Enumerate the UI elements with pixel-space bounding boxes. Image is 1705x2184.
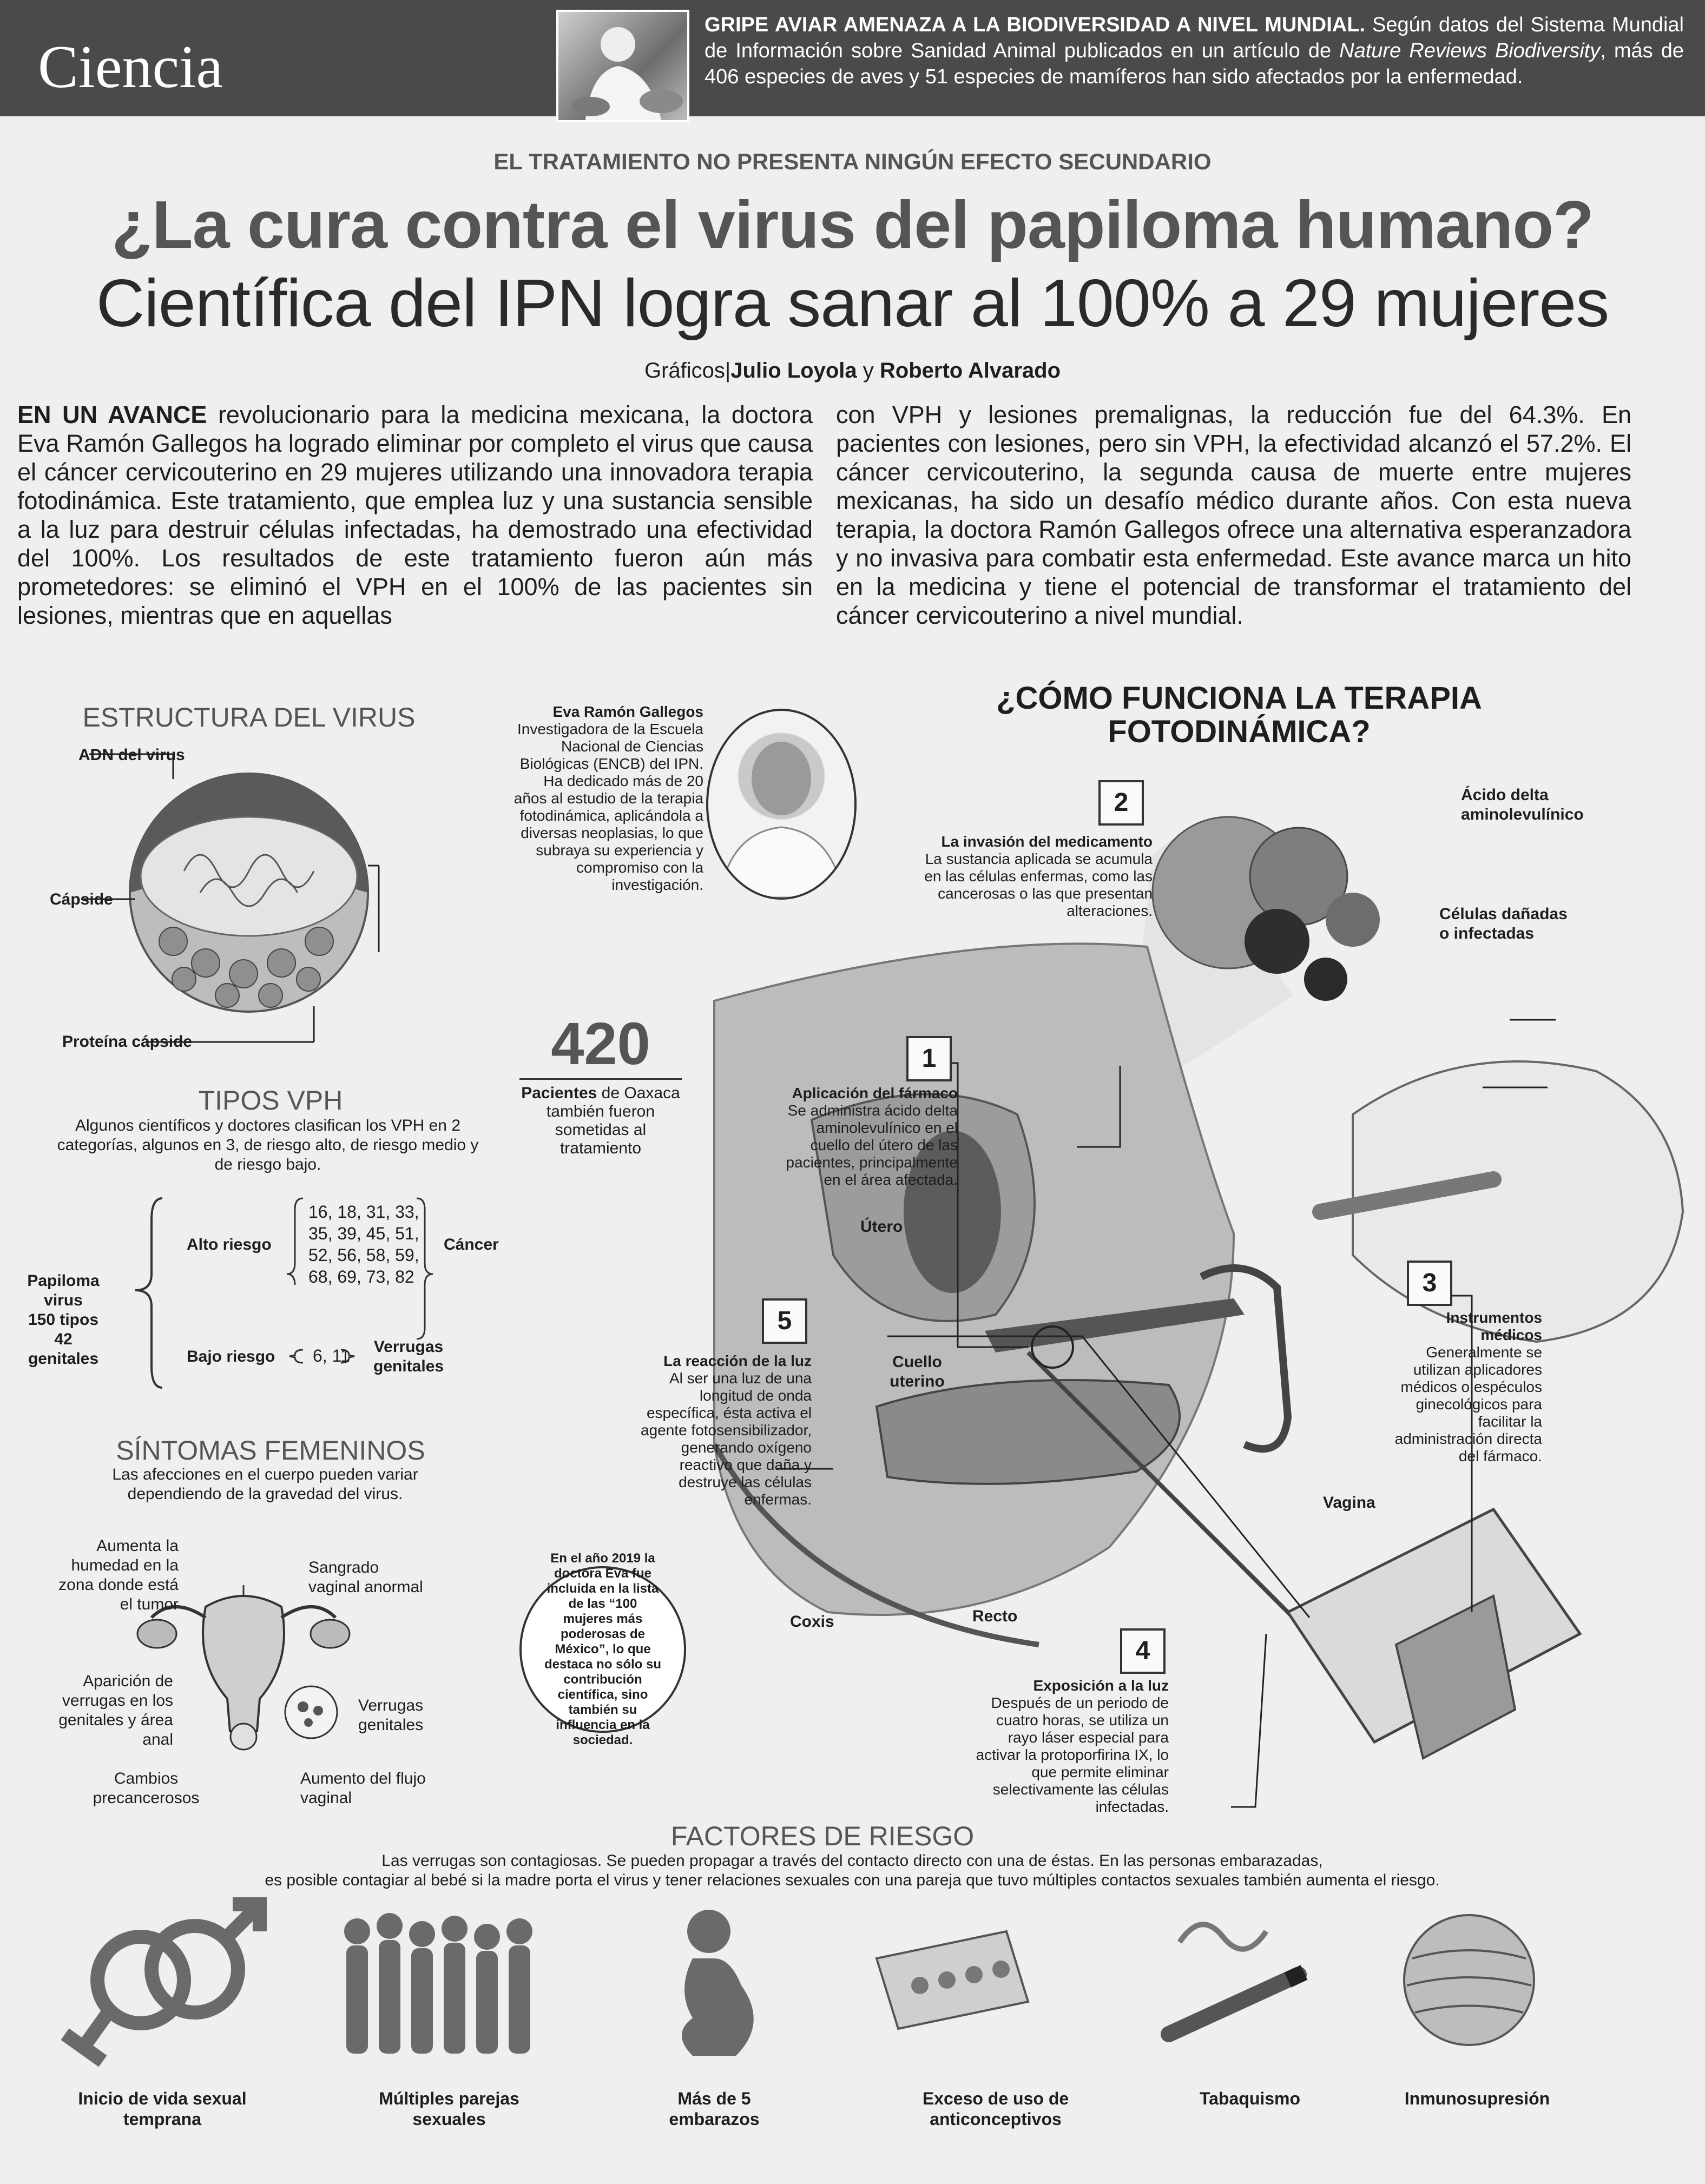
high-types-row-1: 16, 18, 31, 33, — [308, 1202, 419, 1222]
label-celulas: Células dañadas o infectadas — [1439, 905, 1568, 942]
step-2-text — [914, 833, 1153, 920]
label-vagina: Vagina — [1323, 1494, 1375, 1512]
warts-closeup — [281, 1682, 341, 1742]
body-text-1: revolucionario para la medicina mexicana, la doctora Eva Ramón Gallegos ha logrado eliminar por completo el virus que causa el cáncer cervicouterino en 29 mujeres utilizando una innovadora terapia fotodinámica. Este tratamiento, que emplea luz y una sustancia sensible a la luz para destruir células infectadas, ha demostrado una efectividad del 100%. Los resultados de este tratamiento fueron aún más prometedores: se eliminó el VPH en el 100% de las pacientes sin lesiones, mientras que en aquellas — [17, 401, 813, 629]
body-column-1 — [17, 400, 813, 630]
kicker: EL TRATAMIENTO NO PRESENTA NINGÚN EFECTO SECUNDARIO — [493, 149, 1212, 174]
high-types-row-4: 68, 69, 73, 82 — [308, 1267, 414, 1286]
symptom-sangrado: Sangrado vaginal anormal — [308, 1559, 423, 1596]
award-text: En el año 2019 la doctora Eva fue incluida en la lista de las “100 mujeres más poderosas de México”, lo que destaca no sólo su contribución científica, sino también su influencia en la sociedad. — [544, 1551, 662, 1747]
step-1-body: Se administra ácido delta aminolevulínico en el cuello del útero de las pacientes, principalmente en el área afectada. — [786, 1102, 958, 1188]
low-result-2: genitales — [373, 1357, 444, 1375]
headline-1: ¿La cura contra el virus del papiloma humano? — [111, 188, 1594, 262]
tipos-high: Alto riesgo — [187, 1236, 272, 1253]
factores-desc-2: es posible contagiar al bebé si la madre porta el virus y tener relaciones sexuales con una pareja que tuvo múltiples contactos sexuales también aumenta el riesgo. — [265, 1871, 1440, 1889]
label-utero: Útero — [860, 1218, 903, 1236]
tipos-root — [17, 1271, 109, 1369]
tipos-low-result — [373, 1337, 444, 1376]
step-3-badge: 3 — [1407, 1261, 1452, 1306]
terapia-title — [898, 682, 1580, 749]
step-2-badge: 2 — [1098, 780, 1144, 826]
pregnant-woman-icon — [682, 1910, 754, 2056]
cigarette-icon — [1169, 1924, 1304, 2034]
step-4-body: Después de un periodo de cuatro horas, se utiliza un rayo láser especial para activar la protoporfirina IX, lo que permite eliminar selectivamente las células infectadas. — [976, 1694, 1169, 1815]
step-4-text — [963, 1677, 1169, 1816]
news-brief — [705, 12, 1684, 90]
tipos-title: TIPOS VPH — [198, 1085, 343, 1116]
step-3-title: Instrumentos médicos — [1446, 1309, 1542, 1343]
tipos-root-1: Papiloma virus — [27, 1272, 100, 1309]
credit-prefix: Gráficos| — [644, 359, 731, 382]
step-4-badge: 4 — [1120, 1628, 1166, 1674]
step-3-text — [1385, 1309, 1542, 1465]
label-recto: Recto — [972, 1607, 1018, 1625]
symptom-humedad: Aumenta la humedad en la zona donde está el tumor — [58, 1537, 179, 1613]
step-4-title: Exposición a la luz — [1033, 1677, 1169, 1694]
factores-desc — [43, 1851, 1661, 1890]
brief-title: GRIPE AVIAR AMENAZA A LA BIODIVERSIDAD A NIVEL MUNDIAL. — [705, 14, 1365, 36]
brief-text-1: Según datos del Sistema Mundial de Información sobre Sanidad Animal publicados en un artículo de — [705, 14, 1684, 62]
high-types-row-2: 35, 39, 45, 51, — [308, 1224, 419, 1243]
sintomas-title: SÍNTOMAS FEMENINOS — [116, 1435, 425, 1466]
factores-desc-1: Las verrugas son contagiosas. Se pueden propagar a través del contacto directo con una de éstas. En las personas embarazadas, — [381, 1852, 1323, 1870]
tipos-desc: Algunos científicos y doctores clasifican los VPH en 2 categorías, algunos en 3, de riesgo alto, de riesgo medio y de riesgo bajo. — [57, 1117, 479, 1173]
step-2-body: La sustancia aplicada se acumula en las células enfermas, como las cancerosas o las que presentan alteraciones. — [924, 850, 1153, 919]
cells-sphere-icon — [1404, 1915, 1534, 2045]
virus-section-title: ESTRUCTURA DEL VIRUS — [82, 702, 416, 733]
tipos-high-result: Cáncer — [444, 1236, 499, 1253]
factor-label-4: Exceso de uso de anticonceptivos — [922, 2089, 1069, 2129]
symptom-cambios: Cambios precancerosos — [93, 1770, 200, 1807]
headline-2: Científica del IPN logra sanar al 100% a 29 mujeres — [96, 266, 1609, 341]
label-cuello: Cuello uterino — [890, 1353, 945, 1390]
brief-photo — [556, 10, 689, 122]
factor-icons — [0, 1893, 1705, 2067]
credit-author-2: Roberto Alvarado — [879, 359, 1061, 382]
step-5-body: Al ser una luz de una longitud de onda específica, ésta activa el agente fotosensibilizador, generando oxígeno reactivo que daña y destruye las células enfermas. — [641, 1370, 812, 1508]
factor-label-2: Múltiples parejas sexuales — [379, 2089, 519, 2129]
contraceptive-pills-icon — [877, 1931, 1028, 2029]
high-types-row-3: 52, 56, 58, 59, — [308, 1245, 419, 1265]
factor-label-3: Más de 5 embarazos — [669, 2089, 760, 2129]
people-silhouettes-icon — [344, 1913, 532, 2054]
step-5-badge: 5 — [762, 1298, 807, 1344]
profile-text: Investigadora de la Escuela Nacional de Ciencias Biológicas (ENCB) del IPN. Ha dedicado más de 20 años al estudio de la terapia fotodinámica, aplicándola a diversas neoplasias, lo que subraya su experiencia y compromiso con la investigación. — [514, 721, 703, 893]
gender-symbols-icon — [65, 1904, 260, 2061]
step-5-title: La reacción de la luz — [663, 1352, 812, 1369]
step-1-text — [774, 1085, 958, 1189]
step-2-title: La invasión del medicamento — [941, 833, 1153, 850]
step-1-badge: 1 — [906, 1036, 952, 1081]
factores-title: FACTORES DE RIESGO — [670, 1821, 975, 1851]
factor-label-1: Inicio de vida sexual temprana — [78, 2089, 247, 2129]
tipos-high-types — [308, 1201, 419, 1288]
terapia-title-2: FOTODINÁMICA? — [1108, 714, 1371, 749]
symptom-verrugas: Verrugas genitales — [358, 1697, 424, 1734]
credit-author-1: Julio Loyola — [730, 359, 857, 382]
label-coxis: Coxis — [790, 1613, 834, 1631]
patients-label: de Oaxaca también fueron sometidas al tratamiento — [546, 1084, 680, 1157]
step-1-title: Aplicación del fármaco — [792, 1085, 958, 1101]
tipos-low-types: 6, 11 — [313, 1346, 350, 1365]
factor-label-6: Inmunosupresión — [1404, 2089, 1550, 2108]
tipos-root-3: 42 genitales — [28, 1330, 99, 1368]
body-column-2: con VPH y lesiones premalignas, la reducción fue del 64.3%. En pacientes con lesiones, pero sin VPH, la efectividad alcanzó el 57.2%. El cáncer cervicouterino, la segunda causa de muerte entre mujeres mexicanas, ha sido un desafío médico durante años. Con esta nueva terapia, la doctora Ramón Gallegos ofrece una alternativa esperanzadora y no invasiva para combatir esta enfermedad. Este avance marca un hito en la medicina y tiene el potencial de transformar el tratamiento del cáncer cervicouterino a nivel mundial. — [836, 401, 1631, 629]
section-title: Ciencia — [38, 34, 223, 101]
brief-text-2: , más de 406 especies de aves y 51 especies de mamíferos han sido afectados por la enfermedad. — [705, 39, 1684, 88]
label-proteina: Proteína cápside — [62, 1033, 193, 1051]
patients-label-bold: Pacientes — [521, 1084, 597, 1102]
low-result-1: Verrugas — [373, 1338, 444, 1356]
label-capside: Cápside — [50, 890, 113, 908]
terapia-title-1: ¿CÓMO FUNCIONA LA TERAPIA — [996, 681, 1482, 716]
patients-number: 420 — [551, 1011, 650, 1077]
credit-line — [0, 359, 1705, 383]
factor-label-5: Tabaquismo — [1199, 2089, 1301, 2108]
symptom-flujo: Aumento del flujo vaginal — [300, 1770, 426, 1807]
step-3-body: Generalmente se utilizan aplicadores médicos o espéculos ginecológicos para facilitar la administración directa del fármaco. — [1394, 1344, 1542, 1464]
step-5-text — [638, 1352, 812, 1508]
label-acido: Ácido delta aminolevulínico — [1461, 786, 1584, 823]
sintomas-desc: Las afecciones en el cuerpo pueden variar dependiendo de la gravedad del virus. — [112, 1466, 418, 1503]
label-adn: ADN del virus — [78, 746, 185, 764]
credit-and: y — [857, 359, 880, 382]
brief-source: Nature Reviews Biodiversity — [1339, 39, 1601, 62]
tipos-root-2: 150 tipos — [28, 1311, 99, 1329]
symptom-verrugas-anal: Aparición de verrugas en los genitales y área anal — [58, 1672, 173, 1748]
profile-name: Eva Ramón Gallegos — [552, 703, 703, 720]
tipos-low: Bajo riesgo — [187, 1348, 275, 1365]
lead-in: EN UN AVANCE — [17, 401, 207, 428]
